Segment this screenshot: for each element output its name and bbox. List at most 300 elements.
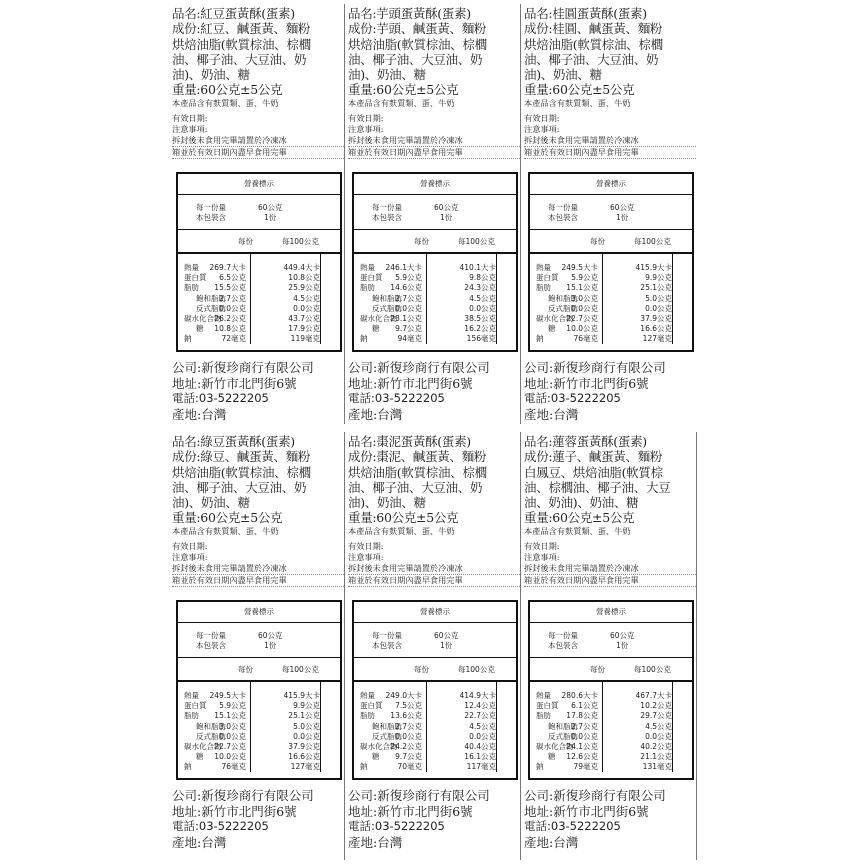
ingredient-line: 成份:蓮子、鹹蛋黃、麵粉 (524, 449, 663, 465)
value-per-serving: 76毫克 (573, 334, 598, 344)
company-info (172, 788, 344, 850)
value-per-serving: 76毫克 (221, 762, 246, 772)
value-per-100g: 0.0公克 (645, 303, 672, 313)
value-per-serving: 3.0公克 (571, 293, 598, 303)
nutrient-name: 碳水化合物 (184, 313, 222, 323)
column-separator (344, 4, 345, 424)
product-label (524, 434, 696, 587)
nutrient-row (530, 721, 692, 731)
nutrient-name: 糖 (548, 752, 556, 762)
serving-label: 每一份量 (372, 631, 402, 640)
value-per-100g: 9.8公克 (469, 273, 496, 283)
nutrient-rows (354, 254, 516, 344)
value-per-100g: 4.5公克 (469, 721, 496, 731)
value-per-100g: 5.0公克 (645, 293, 672, 303)
nutrient-row (530, 741, 692, 751)
nutrient-row (354, 710, 516, 720)
nutrient-row (178, 313, 340, 323)
nutrient-row (530, 700, 692, 710)
serving-value: 60公克 (258, 203, 283, 212)
value-per-100g: 21.1公克 (640, 752, 672, 762)
notice-title: 注意事項: (524, 123, 560, 134)
nutrient-row (530, 710, 692, 720)
value-per-100g: 40.4公克 (464, 741, 496, 751)
value-per-100g: 0.0公克 (293, 303, 320, 313)
value-per-serving: 94毫克 (397, 334, 422, 344)
ingredient-line: 烘焙油脂(軟質棕油、棕櫚 (348, 36, 487, 52)
serving-info (354, 195, 516, 230)
company-line: 公司:新復珍商行有限公司 (348, 360, 490, 375)
expiry-line: 有效日期: (172, 112, 208, 123)
value-per-100g: 9.9公克 (293, 701, 320, 711)
company-line: 公司:新復珍商行有限公司 (172, 360, 314, 375)
col-per-serving: 每份 (590, 665, 605, 674)
notice-line: 拆封後未食用完畢請置於冷凍冰 (172, 135, 344, 147)
column-headers (530, 658, 692, 682)
allergen-line: 本產品含有麩質類、蛋、牛奶 (348, 525, 455, 536)
value-per-serving: 15.1公克 (566, 283, 598, 293)
col-per-serving: 每份 (238, 665, 253, 674)
serving-info (354, 623, 516, 658)
nutrient-name: 鈉 (536, 334, 544, 344)
nutrient-name: 碳水化合物 (184, 741, 222, 751)
value-per-100g: 415.9大卡 (635, 263, 672, 272)
col-per-serving: 每份 (238, 237, 253, 246)
value-per-serving: 0.0公克 (395, 731, 422, 741)
expiry-line: 有效日期: (348, 112, 384, 123)
value-per-serving: 23.1公克 (390, 313, 422, 323)
nutrient-row (354, 731, 516, 741)
nutrient-name: 鈉 (184, 762, 192, 772)
value-per-serving: 246.1大卡 (385, 263, 422, 272)
ingredient-line: 成份:綠豆、鹹蛋黃、麵粉 (172, 449, 311, 465)
nutrition-table (352, 172, 518, 352)
value-per-100g: 16.1公克 (464, 752, 496, 762)
notice-line: 箱並於有效日期內盡早食用完畢 (172, 147, 344, 159)
company-line: 電話:03-5222205 (348, 819, 445, 833)
notice-title: 注意事項: (172, 551, 208, 562)
pack-value: 1份 (616, 641, 629, 650)
value-per-100g: 4.5公克 (293, 293, 320, 303)
notice-line: 拆封後未食用完畢請置於冷凍冰 (524, 135, 696, 147)
col-per-100g: 每100公克 (634, 665, 671, 674)
nutrient-row (354, 761, 516, 771)
serving-value: 60公克 (610, 631, 635, 640)
value-per-100g: 117毫克 (466, 762, 496, 772)
col-per-100g: 每100公克 (282, 237, 319, 246)
nutrient-row (178, 272, 340, 282)
company-info (348, 788, 520, 850)
nutrient-name: 蛋白質 (184, 701, 207, 711)
nutrient-row (530, 333, 692, 343)
product-label (172, 6, 344, 159)
value-per-100g: 414.9大卡 (459, 691, 496, 700)
value-per-serving: 9.7公克 (395, 324, 422, 334)
company-line: 產地:台灣 (524, 834, 579, 850)
company-line: 電話:03-5222205 (524, 391, 621, 405)
nutrient-name: 糖 (196, 752, 204, 762)
product-name: 品名:綠豆蛋黃酥(蛋素) (172, 434, 295, 449)
value-per-serving: 5.9公克 (395, 273, 422, 283)
nutrient-name: 反式脂肪 (372, 731, 402, 741)
company-line: 產地:台灣 (348, 406, 403, 422)
nutrient-row (354, 272, 516, 282)
weight-line: 重量:60公克±5公克 (348, 82, 459, 98)
value-per-100g: 37.9公克 (640, 313, 672, 323)
nutrition-title: 營養標示 (354, 602, 516, 623)
serving-info (530, 623, 692, 658)
nutrient-row (178, 761, 340, 771)
column-headers (178, 230, 340, 254)
value-per-100g: 127毫克 (642, 334, 672, 344)
nutrient-row (178, 710, 340, 720)
weight-line: 重量:60公克±5公克 (172, 82, 283, 98)
nutrient-row (354, 293, 516, 303)
value-per-serving: 2.7公克 (571, 721, 598, 731)
company-line: 電話:03-5222205 (348, 391, 445, 405)
value-per-100g: 5.0公克 (293, 721, 320, 731)
value-per-serving: 72毫克 (221, 334, 246, 344)
allergen-line: 本產品含有麩質類、蛋、牛奶 (172, 525, 279, 536)
product-label (172, 434, 344, 587)
notice-title: 注意事項: (348, 551, 384, 562)
product-name: 品名:芋頭蛋黃酥(蛋素) (348, 6, 471, 21)
nutrient-row (178, 323, 340, 333)
nutrient-row (178, 262, 340, 272)
value-per-serving: 5.9公克 (219, 701, 246, 711)
column-separator (520, 4, 521, 424)
company-line: 地址:新竹市北門街6號 (348, 803, 473, 819)
value-per-100g: 40.2公克 (640, 741, 672, 751)
weight-line: 重量:60公克±5公克 (172, 510, 283, 526)
notice-title: 注意事項: (524, 551, 560, 562)
value-per-serving: 12.6公克 (566, 752, 598, 762)
weight-line: 重量:60公克±5公克 (524, 82, 635, 98)
company-line: 電話:03-5222205 (172, 391, 269, 405)
value-per-100g: 17.9公克 (288, 324, 320, 334)
value-per-serving: 3.0公克 (219, 721, 246, 731)
nutrient-row (354, 303, 516, 313)
expiry-line: 有效日期: (172, 540, 208, 551)
value-per-serving: 13.6公克 (390, 711, 422, 721)
nutrient-row (354, 741, 516, 751)
value-per-serving: 24.2公克 (390, 741, 422, 751)
nutrition-title: 營養標示 (530, 602, 692, 623)
value-per-serving: 70毫克 (397, 762, 422, 772)
ingredient-line: 油)、奶油、糖 (172, 67, 250, 83)
value-per-serving: 0.0公克 (571, 731, 598, 741)
ingredient-line: 成份:芋頭、鹹蛋黃、麵粉 (348, 21, 487, 37)
allergen-line: 本產品含有麩質類、蛋、牛奶 (524, 97, 631, 108)
value-per-100g: 119毫克 (290, 334, 320, 344)
value-per-serving: 0.0公克 (219, 303, 246, 313)
value-per-serving: 6.5公克 (219, 273, 246, 283)
value-per-100g: 37.9公克 (288, 741, 320, 751)
col-per-100g: 每100公克 (458, 237, 495, 246)
ingredient-line: 油、椰子油、大豆油、奶 (172, 479, 307, 495)
nutrient-row (530, 751, 692, 761)
ingredient-line: 烘焙油脂(軟質棕油、棕櫚 (348, 464, 487, 480)
col-per-100g: 每100公克 (282, 665, 319, 674)
value-per-100g: 131毫克 (642, 762, 672, 772)
company-info (172, 360, 344, 422)
nutrient-name: 鈉 (536, 762, 544, 772)
value-per-100g: 25.9公克 (288, 283, 320, 293)
nutrient-name: 蛋白質 (360, 701, 383, 711)
value-per-100g: 25.1公克 (288, 711, 320, 721)
nutrient-row (530, 262, 692, 272)
notice-title: 注意事項: (348, 123, 384, 134)
value-per-serving: 22.7公克 (214, 741, 246, 751)
value-per-serving: 2.7公克 (219, 293, 246, 303)
nutrient-name: 糖 (196, 324, 204, 334)
company-line: 公司:新復珍商行有限公司 (348, 788, 490, 803)
value-per-serving: 10.0公克 (566, 324, 598, 334)
nutrient-name: 反式脂肪 (196, 303, 226, 313)
column-headers (530, 230, 692, 254)
nutrient-name: 熱量 (184, 263, 199, 272)
nutrient-rows (530, 682, 692, 772)
nutrient-row (178, 293, 340, 303)
nutrient-row (530, 282, 692, 292)
serving-info (178, 623, 340, 658)
value-per-100g: 24.3公克 (464, 283, 496, 293)
value-per-100g: 415.9大卡 (283, 691, 320, 700)
value-per-100g: 4.5公克 (645, 721, 672, 731)
nutrient-row (178, 741, 340, 751)
serving-label: 每一份量 (196, 203, 226, 212)
nutrient-name: 碳水化合物 (360, 741, 398, 751)
nutrient-name: 反式脂肪 (548, 303, 578, 313)
nutrient-row (530, 293, 692, 303)
nutrient-name: 蛋白質 (184, 273, 207, 283)
product-name: 品名:紅豆蛋黃酥(蛋素) (172, 6, 295, 21)
notice-line: 拆封後未食用完畢請置於冷凍冰 (348, 563, 520, 575)
nutrient-row (530, 303, 692, 313)
ingredient-line: 油、奶油)、奶油、糖 (524, 495, 639, 511)
nutrient-row (530, 690, 692, 700)
value-per-100g: 16.6公克 (640, 324, 672, 334)
company-line: 地址:新竹市北門街6號 (172, 803, 297, 819)
col-per-100g: 每100公克 (634, 237, 671, 246)
notice-line: 拆封後未食用完畢請置於冷凍冰 (348, 135, 520, 147)
product-name: 品名:桂圓蛋黃酥(蛋素) (524, 6, 647, 21)
company-line: 公司:新復珍商行有限公司 (172, 788, 314, 803)
nutrient-name: 碳水化合物 (360, 313, 398, 323)
serving-value: 60公克 (434, 203, 459, 212)
nutrient-name: 熱量 (536, 691, 551, 700)
ingredient-line: 白鳳豆、烘焙油脂(軟質棕 (524, 464, 663, 480)
value-per-serving: 22.7公克 (566, 313, 598, 323)
serving-value: 60公克 (610, 203, 635, 212)
pack-value: 1份 (616, 213, 629, 222)
pack-label: 本包裝含 (196, 641, 226, 650)
nutrient-row (354, 313, 516, 323)
serving-label: 每一份量 (548, 203, 578, 212)
notice-line: 拆封後未食用完畢請置於冷凍冰 (524, 563, 696, 575)
pack-label: 本包裝含 (196, 213, 226, 222)
nutrient-row (178, 731, 340, 741)
ingredient-line: 油)、奶油、糖 (348, 495, 426, 511)
label-sheet (170, 0, 700, 866)
value-per-serving: 14.6公克 (390, 283, 422, 293)
pack-value: 1份 (440, 641, 453, 650)
value-per-100g: 38.5公克 (464, 313, 496, 323)
expiry-line: 有效日期: (348, 540, 384, 551)
serving-label: 每一份量 (548, 631, 578, 640)
nutrient-name: 糖 (372, 752, 380, 762)
value-per-serving: 7.5公克 (395, 701, 422, 711)
product-label (348, 434, 520, 587)
pack-label: 本包裝含 (372, 641, 402, 650)
serving-label: 每一份量 (372, 203, 402, 212)
ingredient-line: 油、棕櫚油、椰子油、大豆 (524, 479, 671, 495)
nutrient-name: 飽和脂肪 (548, 721, 578, 731)
nutrient-row (178, 690, 340, 700)
nutrition-title: 營養標示 (530, 174, 692, 195)
nutrient-row (530, 313, 692, 323)
pack-label: 本包裝含 (548, 641, 578, 650)
company-info (524, 360, 696, 422)
nutrient-row (178, 303, 340, 313)
expiry-line: 有效日期: (524, 540, 560, 551)
ingredient-line: 油)、奶油、糖 (172, 495, 250, 511)
allergen-line: 本產品含有麩質類、蛋、牛奶 (524, 525, 631, 536)
col-per-100g: 每100公克 (458, 665, 495, 674)
value-per-100g: 0.0公克 (469, 731, 496, 741)
ingredient-line: 油)、奶油、糖 (524, 67, 602, 83)
value-per-100g: 467.7大卡 (635, 691, 672, 700)
pack-label: 本包裝含 (548, 213, 578, 222)
serving-info (178, 195, 340, 230)
nutrient-rows (354, 682, 516, 772)
ingredient-line: 烘焙油脂(軟質棕油、棕櫚 (172, 464, 311, 480)
nutrient-row (178, 751, 340, 761)
ingredient-line: 成份:棗泥、鹹蛋黃、麵粉 (348, 449, 487, 465)
nutrient-name: 糖 (548, 324, 556, 334)
col-per-serving: 每份 (590, 237, 605, 246)
notice-line: 箱並於有效日期內盡早食用完畢 (524, 147, 696, 159)
nutrient-row (178, 721, 340, 731)
company-line: 電話:03-5222205 (524, 819, 621, 833)
value-per-100g: 29.7公克 (640, 711, 672, 721)
value-per-100g: 10.2公克 (640, 701, 672, 711)
nutrient-name: 飽和脂肪 (196, 721, 226, 731)
expiry-line: 有效日期: (524, 112, 560, 123)
value-per-100g: 16.2公克 (464, 324, 496, 334)
value-per-serving: 10.8公克 (214, 324, 246, 334)
value-per-100g: 0.0公克 (645, 731, 672, 741)
value-per-serving: 9.7公克 (395, 752, 422, 762)
ingredient-line: 油、椰子油、大豆油、奶 (524, 51, 659, 67)
company-line: 產地:台灣 (348, 834, 403, 850)
col-per-serving: 每份 (414, 665, 429, 674)
notice-line: 箱並於有效日期內盡早食用完畢 (524, 575, 696, 587)
nutrient-name: 反式脂肪 (372, 303, 402, 313)
weight-line: 重量:60公克±5公克 (348, 510, 459, 526)
value-per-serving: 15.5公克 (214, 283, 246, 293)
value-per-serving: 249.5大卡 (209, 691, 246, 700)
value-per-100g: 127毫克 (290, 762, 320, 772)
value-per-serving: 26.2公克 (214, 313, 246, 323)
nutrient-row (530, 761, 692, 771)
column-separator (344, 432, 345, 860)
company-line: 產地:台灣 (172, 406, 227, 422)
value-per-serving: 0.0公克 (395, 303, 422, 313)
value-per-100g: 0.0公克 (293, 731, 320, 741)
value-per-serving: 269.7大卡 (209, 263, 246, 272)
notice-line: 箱並於有效日期內盡早食用完畢 (348, 575, 520, 587)
nutrient-row (354, 323, 516, 333)
nutrient-name: 脂肪 (360, 283, 375, 293)
product-label (524, 6, 696, 159)
allergen-line: 本產品含有麩質類、蛋、牛奶 (348, 97, 455, 108)
value-per-serving: 10.0公克 (214, 752, 246, 762)
nutrient-rows (530, 254, 692, 344)
company-info (524, 788, 696, 850)
pack-value: 1份 (264, 213, 277, 222)
ingredient-line: 油)、奶油、糖 (348, 67, 426, 83)
nutrient-row (530, 731, 692, 741)
nutrient-name: 熱量 (536, 263, 551, 272)
nutrient-name: 脂肪 (184, 283, 199, 293)
nutrient-row (354, 333, 516, 343)
value-per-100g: 22.7公克 (464, 711, 496, 721)
ingredient-line: 油、椰子油、大豆油、奶 (348, 479, 483, 495)
value-per-100g: 9.9公克 (645, 273, 672, 283)
nutrient-row (354, 721, 516, 731)
ingredient-line: 成份:桂圓、鹹蛋黃、麵粉 (524, 21, 663, 37)
value-per-100g: 449.4大卡 (283, 263, 320, 272)
nutrient-row (530, 272, 692, 282)
notice-line: 箱並於有效日期內盡早食用完畢 (348, 147, 520, 159)
value-per-serving: 24.1公克 (566, 741, 598, 751)
serving-info (530, 195, 692, 230)
nutrient-name: 碳水化合物 (536, 313, 574, 323)
nutrition-table (176, 172, 342, 352)
nutrient-row (178, 333, 340, 343)
nutrient-name: 鈉 (360, 334, 368, 344)
company-info (348, 360, 520, 422)
value-per-serving: 0.0公克 (571, 303, 598, 313)
company-line: 電話:03-5222205 (172, 819, 269, 833)
serving-value: 60公克 (434, 631, 459, 640)
company-line: 公司:新復珍商行有限公司 (524, 360, 666, 375)
nutrient-name: 脂肪 (536, 283, 551, 293)
value-per-serving: 2.7公克 (395, 293, 422, 303)
nutrition-title: 營養標示 (354, 174, 516, 195)
value-per-100g: 0.0公克 (469, 303, 496, 313)
pack-value: 1份 (440, 213, 453, 222)
nutrient-name: 飽和脂肪 (196, 293, 226, 303)
company-line: 公司:新復珍商行有限公司 (524, 788, 666, 803)
product-name: 品名:棗泥蛋黃酥(蛋素) (348, 434, 471, 449)
ingredient-line: 烘焙油脂(軟質棕油、棕櫚 (524, 36, 663, 52)
nutrient-row (354, 690, 516, 700)
value-per-serving: 15.1公克 (214, 711, 246, 721)
nutrition-table (352, 600, 518, 780)
nutrient-rows (178, 254, 340, 344)
notice-line: 拆封後未食用完畢請置於冷凍冰 (172, 563, 344, 575)
nutrition-title: 營養標示 (178, 602, 340, 623)
nutrient-name: 糖 (372, 324, 380, 334)
value-per-serving: 280.6大卡 (561, 691, 598, 700)
ingredient-line: 烘焙油脂(軟質棕油、棕櫚 (172, 36, 311, 52)
col-per-serving: 每份 (414, 237, 429, 246)
nutrient-name: 熱量 (360, 691, 375, 700)
value-per-serving: 0.0公克 (219, 731, 246, 741)
value-per-serving: 249.0大卡 (385, 691, 422, 700)
